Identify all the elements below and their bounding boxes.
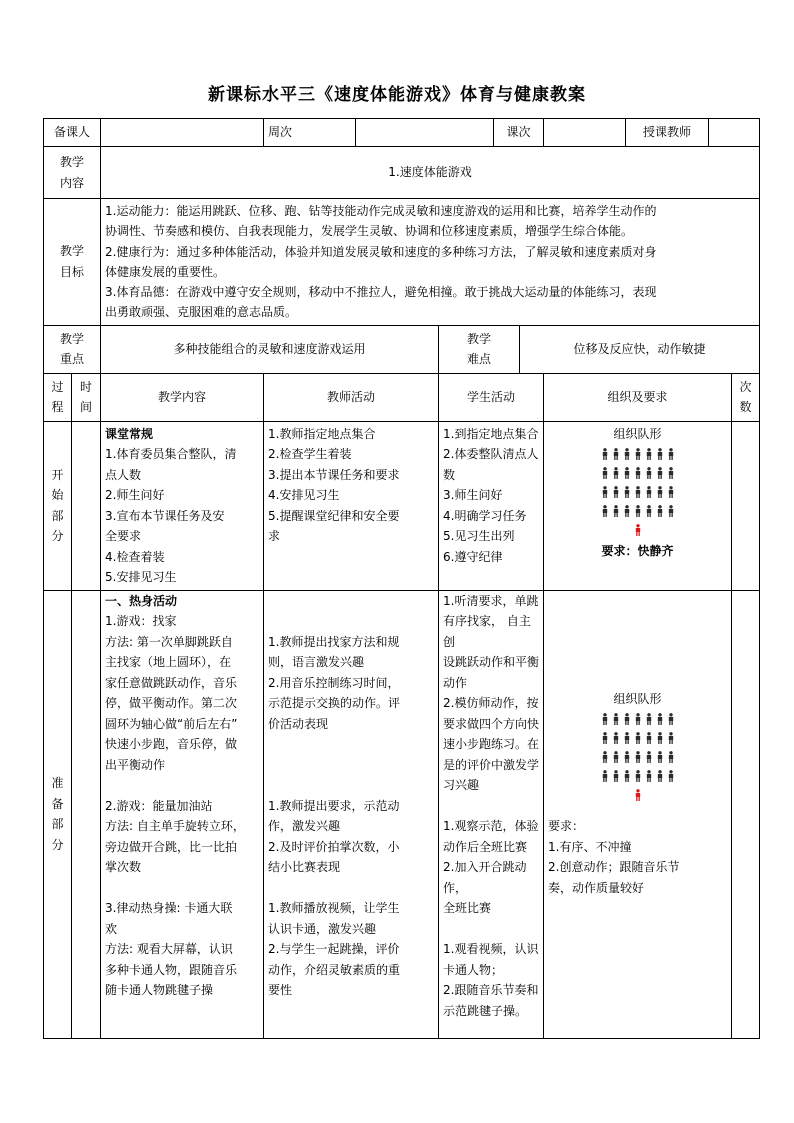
prep-student-line: 动作后全班比赛 [443,839,528,854]
prep-student-line: 动作 [443,675,468,690]
prep-teacher-line: 要性 [268,983,293,998]
beike-value [101,119,264,147]
stage-char: 始 [51,488,64,503]
prep-org-req-line: 奏，动作质量较好 [548,880,645,895]
student-figure-icon [657,751,663,763]
focus-label [44,325,101,373]
col-content: 教学内容 [101,373,264,421]
start-content-line: 1.体育委员集合整队，清 [105,447,237,462]
prep-student-line: 1.听清要求，单跳 [443,593,539,608]
prep-teacher-line: 1.教师提出要求，示范动 [268,798,400,813]
prep-stage-label [44,590,72,1038]
col-count [732,373,760,421]
prep-org-title: 组织队形 [613,691,662,706]
difficulty-label [439,325,520,373]
prep-content-line: 方法: 观看大屏幕，认识 [105,942,233,957]
prep-student-line: 要求做四个方向快 [443,716,540,731]
student-figure-icon [635,713,641,725]
col-teacher: 教师活动 [264,373,439,421]
start-content-line: 2.师生问好 [105,488,165,503]
student-figure-icon [646,732,652,744]
start-org-req: 要求：快静齐 [601,544,674,559]
start-org-title: 组织队形 [613,426,662,441]
prep-content-line: 快速小步跑，音乐停，做 [105,737,238,752]
prep-content-line: 方法: 第一次单脚跳跃自 [105,634,233,649]
content-value: 1.速度体能游戏 [101,147,760,199]
start-student-line: 1.到指定地点集合 [443,426,539,441]
student-figure-icon [613,505,619,517]
beike-label: 备课人 [44,119,101,147]
prep-student-line: 2.加入开合跳动作， [443,860,527,895]
prep-teacher-line: 结小比赛表现 [268,860,341,875]
teacher-label: 授课教师 [626,119,709,147]
content-label-line: 内容 [60,175,85,190]
start-teacher [264,421,439,590]
student-figure-icon [646,505,652,517]
difficulty-value: 位移及反应快，动作敏捷 [520,325,760,373]
prep-content-line: 方法: 自主单手旋转立环， [105,819,245,834]
prep-student-line: 1.观察示范，体验 [443,819,539,834]
student-figure-icon [668,486,674,498]
prep-teacher-line: 作，激发兴趣 [268,819,341,834]
keci-label: 课次 [494,119,544,147]
student-figure-icon [668,732,674,744]
start-content-line: 3.宣布本节课任务及安 [105,508,225,523]
difficulty-label-line: 教学 [467,331,492,346]
prep-content-line: 掌次数 [105,860,142,875]
start-student-line: 4.明确学习任务 [443,508,527,523]
student-figure-icon [646,486,652,498]
prep-student-line: 速小步跑练习。在 [443,737,540,752]
prep-org-req-line: 要求： [548,819,585,834]
formation-diagram [548,709,727,804]
student-figure-icon [635,505,641,517]
prep-teacher-line: 2.与学生一起跳操，评价 [268,942,400,957]
student-figure-icon [602,732,608,744]
prep-teacher-line: 2.及时评价拍掌次数，小 [268,839,400,854]
student-figure-icon [668,448,674,460]
start-content [101,421,264,590]
start-content-line: 4.检查着装 [105,549,165,564]
student-figure-icon [624,732,630,744]
start-org [544,421,732,590]
prep-student-line: 卡通人物； [443,962,504,977]
student-figure-icon [657,713,663,725]
prep-org-req-line: 2.创意动作；跟随音乐节 [548,860,680,875]
formation-row [548,766,727,785]
prep-student-line: 全班比赛 [443,901,492,916]
focus-label-line: 重点 [60,352,85,367]
start-teacher-line: 4.安排见习生 [268,488,340,503]
col-time [72,373,101,421]
student-figure-icon [635,732,641,744]
start-teacher-line: 2.检查学生着装 [268,447,352,462]
formation-row [548,444,727,463]
prep-student-line: 示范跳毽子操。 [443,1003,528,1018]
prep-student-line: 有序找家， 自主创 [443,614,531,649]
prep-content-line: 旁边做开合跳，比一比拍 [105,839,238,854]
prep-student-line: 2.跟随音乐节奏和 [443,983,539,998]
student-figure-icon [624,486,630,498]
stage-char: 分 [51,837,64,852]
start-section-row [44,421,760,590]
student-figure-icon [613,448,619,460]
prep-content-line: 3.律动热身操: 卡通大联 [105,901,233,916]
col-time-line: 间 [80,400,93,415]
prep-student-line: 是的评价中激发学 [443,757,540,772]
prep-teacher-line: 1.教师提出找家方法和规 [268,634,400,649]
student-figure-icon [668,505,674,517]
formation-leader-row [548,785,727,804]
prep-content-line: 欢 [105,921,118,936]
page-title: 新课标水平三《速度体能游戏》体育与健康教案 [208,85,586,105]
stage-char: 部 [51,508,64,523]
difficulty-label-line: 难点 [467,352,492,367]
start-content-title: 课堂常规 [105,426,154,441]
start-student [439,421,544,590]
content-label [44,147,101,199]
teacher-figure-icon [635,789,641,801]
stage-char: 备 [51,796,64,811]
focus-label-line: 教学 [60,331,85,346]
prep-teacher-line: 示范提示交换的动作。评 [268,696,401,711]
prep-content-line: 多种卡通人物，跟随音乐 [105,962,238,977]
zhouci-value [356,119,494,147]
student-figure-icon [602,751,608,763]
prep-student-line: 2.模仿师动作，按 [443,696,539,711]
student-figure-icon [602,713,608,725]
col-count-line: 次 [739,379,752,394]
start-teacher-line: 1.教师指定地点集合 [268,426,376,441]
student-figure-icon [646,467,652,479]
student-figure-icon [657,505,663,517]
student-figure-icon [668,467,674,479]
student-figure-icon [635,486,641,498]
zhouci-label: 周次 [264,119,356,147]
start-teacher-line: 求 [268,529,281,544]
prep-content-line: 2.游戏：能量加油站 [105,798,213,813]
goals-line: 2.健康行为：通过多种体能活动，体验并知道发展灵敏和速度的多种练习方法，了解灵敏和速度素质对身 [105,244,657,259]
student-figure-icon [635,467,641,479]
student-figure-icon [624,770,630,782]
start-time [72,421,101,590]
start-count [732,421,760,590]
start-student-line: 2.体委整队清点人 [443,447,539,462]
student-figure-icon [657,448,663,460]
student-figure-icon [624,505,630,517]
prep-content-title: 一、热身活动 [105,593,178,608]
teacher-value [709,119,760,147]
goals-line: 1.运动能力：能运用跳跃、位移、跑、钻等技能动作完成灵敏和速度游戏的运用和比赛，培养学生动作的 [105,204,657,218]
prep-content-line: 停，做平衡动作。第二次 [105,696,238,711]
student-figure-icon [657,467,663,479]
col-process-line: 过 [51,379,64,394]
stage-char: 准 [51,776,64,791]
keci-value [544,119,626,147]
col-time-line: 时 [80,379,93,394]
student-figure-icon [657,486,663,498]
formation-row [548,709,727,728]
content-label-line: 教学 [60,155,85,169]
prep-org-req [548,816,727,898]
col-process-line: 程 [51,400,64,415]
start-teacher-line: 5.提醒课堂纪律和安全要 [268,508,400,523]
focus-value: 多种技能组合的灵敏和速度游戏运用 [101,325,439,373]
student-figure-icon [646,751,652,763]
focus-row [44,325,760,373]
student-figure-icon [613,751,619,763]
prep-content-line: 圆环为轴心做“前后左右” [105,716,238,731]
prep-content-line: 家任意做跳跃动作，音乐 [105,675,238,690]
student-figure-icon [602,486,608,498]
prep-time [72,590,101,1038]
student-figure-icon [613,732,619,744]
goals-label-line: 教学 [60,244,85,259]
student-figure-icon [635,770,641,782]
prep-teacher-line: 2.用音乐控制练习时间， [268,675,400,690]
col-student: 学生活动 [439,373,544,421]
student-figure-icon [668,770,674,782]
prep-teacher [264,590,439,1038]
prep-content-line: 主找家（地上圆环），在 [105,655,232,670]
student-figure-icon [613,486,619,498]
student-figure-icon [613,467,619,479]
prep-org-req-line: 1.有序、不冲撞 [548,839,632,854]
columns-row [44,373,760,421]
start-content-line: 全要求 [105,529,142,544]
student-figure-icon [668,713,674,725]
prep-teacher-line: 价活动表现 [268,716,329,731]
goals-label-line: 目标 [60,264,85,279]
start-student-line: 3.师生问好 [443,488,503,503]
prep-content-line: 随卡通人物跳毽子操 [105,983,214,998]
formation-row [548,463,727,482]
stage-char: 分 [51,529,64,544]
prep-content-line: 出平衡动作 [105,757,166,772]
formation-row [548,747,727,766]
start-student-line: 5.见习生出列 [443,529,515,544]
student-figure-icon [646,448,652,460]
goals-line: 3.体育品德：在游戏中遵守安全规则，移动中不推拉人，避免相撞。敢于挑战大运动量的体能练习，表现 [105,285,657,300]
student-figure-icon [668,751,674,763]
student-figure-icon [624,467,630,479]
col-org: 组织及要求 [544,373,732,421]
goals-line: 体健康发展的重要性。 [105,264,226,279]
student-figure-icon [657,732,663,744]
student-figure-icon [624,713,630,725]
prep-teacher-line: 则，语言激发兴趣 [268,655,365,670]
formation-diagram [548,444,727,539]
prep-section-row [44,590,760,1038]
start-content-line: 点人数 [105,467,142,482]
student-figure-icon [635,751,641,763]
student-figure-icon [613,770,619,782]
stage-char: 部 [51,817,64,832]
prep-teacher-line: 1.教师播放视频，让学生 [268,901,400,916]
col-process [44,373,72,421]
start-student-line: 数 [443,467,456,482]
student-figure-icon [602,505,608,517]
student-figure-icon [646,713,652,725]
goals-label [44,199,101,326]
col-count-line: 数 [739,400,752,415]
prep-teacher-line: 认识卡通，激发兴趣 [268,921,377,936]
start-student-line: 6.遵守纪律 [443,549,503,564]
student-figure-icon [602,448,608,460]
goals-line: 协调性、节奏感和模仿、自我表现能力，发展学生灵敏、协调和位移速度素质，增强学生综合体能。 [105,224,634,239]
formation-leader-row [548,520,727,539]
formation-row [548,501,727,520]
header-row [44,119,760,147]
content-row [44,147,760,199]
student-figure-icon [602,467,608,479]
student-figure-icon [646,770,652,782]
student-figure-icon [613,713,619,725]
goals-row [44,199,760,326]
prep-content [101,590,264,1038]
prep-student [439,590,544,1038]
teacher-figure-icon [635,524,641,536]
start-content-line: 5.安排见习生 [105,570,177,585]
prep-student-line: 1.观看视频，认识 [443,942,539,957]
start-stage-label [44,421,72,590]
formation-row [548,728,727,747]
student-figure-icon [602,770,608,782]
stage-char: 开 [51,467,64,482]
prep-student-line: 习兴趣 [443,778,480,793]
lesson-plan-table [43,118,760,1039]
prep-teacher-line: 动作，介绍灵敏素质的重 [268,962,401,977]
prep-count [732,590,760,1038]
goals-line: 出勇敢顽强、克服困难的意志品质。 [105,305,298,320]
student-figure-icon [624,751,630,763]
start-teacher-line: 3.提出本节课任务和要求 [268,467,400,482]
goals-text [101,199,760,326]
student-figure-icon [657,770,663,782]
prep-org [544,590,732,1038]
formation-row [548,482,727,501]
student-figure-icon [624,448,630,460]
student-figure-icon [635,448,641,460]
prep-content-line: 1.游戏：找家 [105,614,177,629]
prep-student-line: 设跳跃动作和平衡 [443,655,540,670]
